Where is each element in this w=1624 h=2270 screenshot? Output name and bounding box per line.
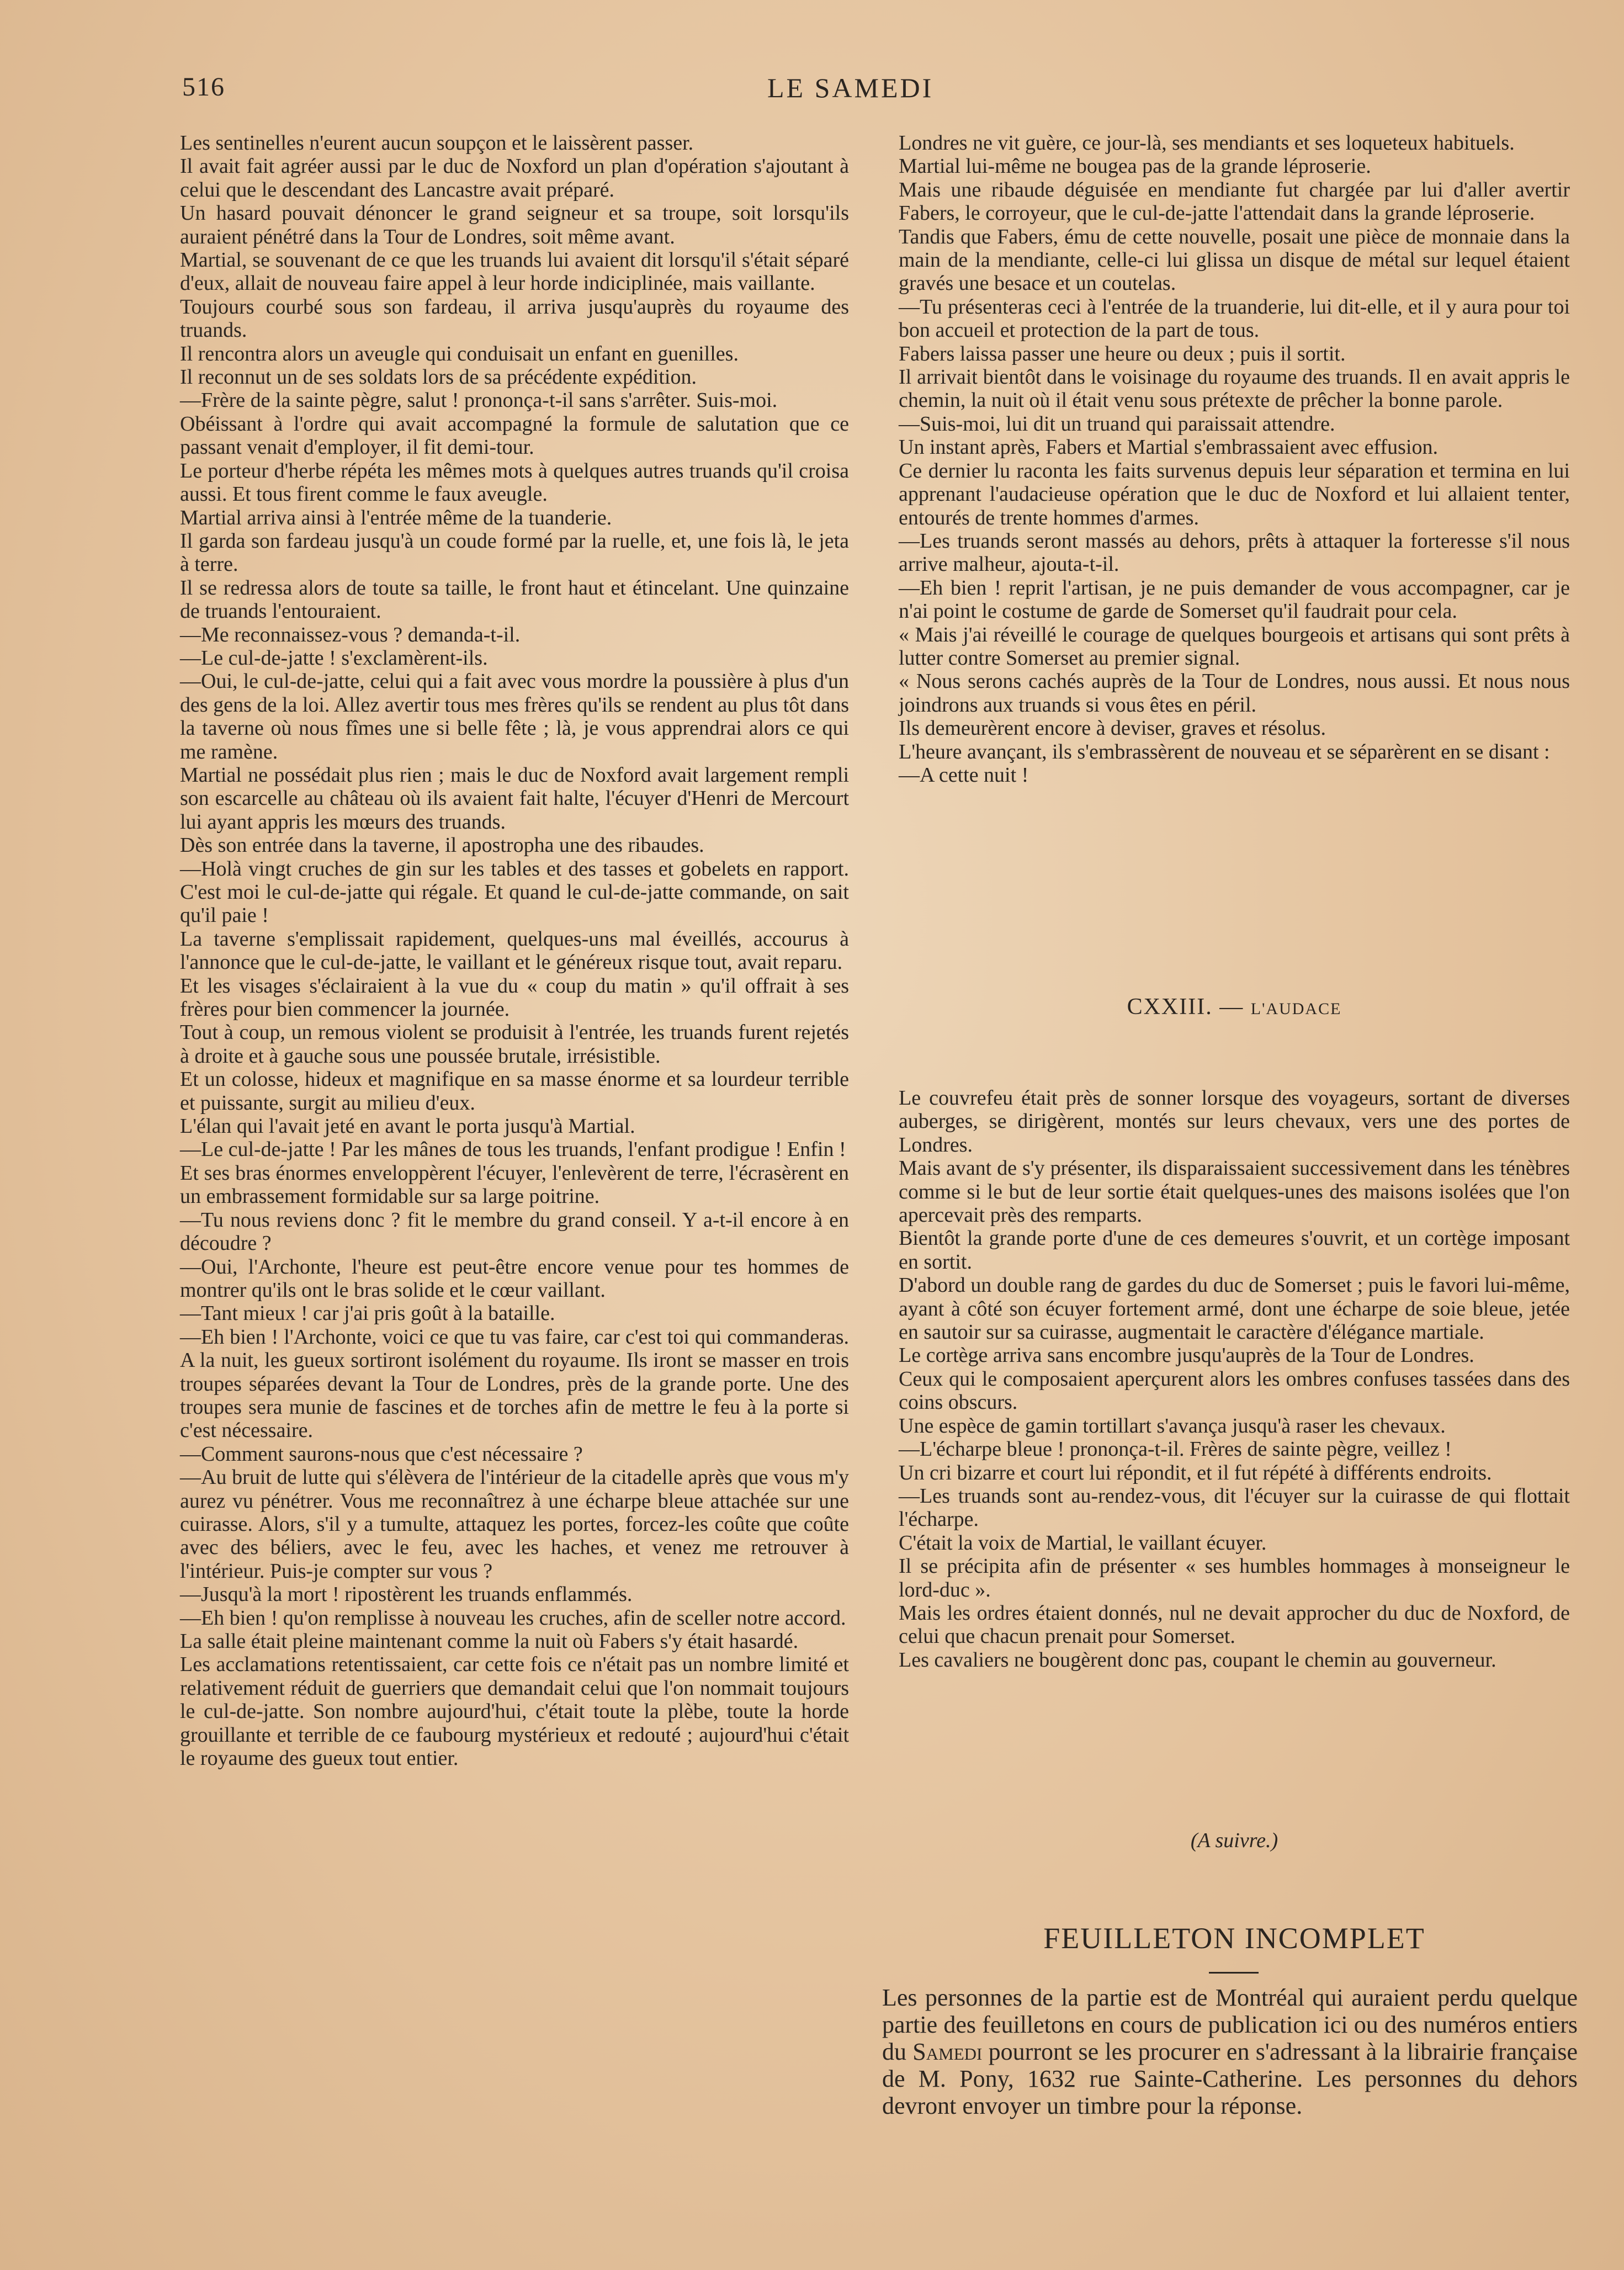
paragraph: L'élan qui l'avait jeté en avant le porta jusqu'à Martial.: [180, 1115, 635, 1138]
paragraph: —Holà vingt cruches de gin sur les tables et des tasses et gobelets en rapport. C'est moi le cul-de-jatte qui régale. Et quand le cul-de-jatte commande, on sait qu'il paie !: [180, 857, 849, 927]
notice-body: [882, 1984, 1578, 2119]
page-number: 516: [182, 72, 225, 102]
paragraph: —Oui, l'Archonte, l'heure est peut-être encore venue pour tes hommes de montrer qu'ils ont le bras solide et le cœur vaillant.: [180, 1255, 849, 1302]
paragraph: —A cette nuit !: [899, 763, 1029, 787]
paragraph: Un instant après, Fabers et Martial s'embrassaient avec effusion.: [899, 436, 1438, 459]
paragraph: Londres ne vit guère, ce jour-là, ses mendiants et ses loqueteux habituels.: [899, 131, 1515, 155]
paragraph: Obéissant à l'ordre qui avait accompagné la formule de salutation que ce passant venait d'employer, il fit demi-tour.: [180, 412, 849, 459]
paragraph: —Oui, le cul-de-jatte, celui qui a fait avec vous mordre la poussière à plus d'un des gens de la loi. Allez avertir tous mes frères qu'ils se rendent au plus tôt dans la taverne où nous fîmes une si belle fête ; là, je vous apprendrai alors ce qui me ramène.: [180, 670, 849, 763]
paragraph: Mais les ordres étaient donnés, nul ne devait approcher du duc de Noxford, de celui que chacun prenait pour Somerset.: [899, 1601, 1570, 1648]
paragraph: Martial, se souvenant de ce que les truands lui avaient dit lorsqu'il s'était séparé d'eux, allait de nouveau faire appel à leur horde indiciplinée, mais vaillante.: [180, 248, 849, 295]
running-title: LE SAMEDI: [767, 72, 934, 103]
paragraph: Il rencontra alors un aveugle qui conduisait un enfant en guenilles.: [180, 342, 739, 365]
paragraph: Mais une ribaude déguisée en mendiante fut chargée par lui d'aller avertir Fabers, le corroyeur, que le cul-de-jatte l'attendait dans la grande léproserie.: [899, 178, 1570, 225]
paragraph: —Le cul-de-jatte ! Par les mânes de tous les truands, l'enfant prodigue ! Enfin !: [180, 1138, 846, 1161]
paragraph: Un hasard pouvait dénoncer le grand seigneur et sa troupe, soit lorsqu'ils auraient pénétré dans la Tour de Londres, soit même avant.: [180, 201, 849, 248]
paragraph: —Tant mieux ! car j'ai pris goût à la bataille.: [180, 1302, 555, 1325]
paragraph: Il reconnut un de ses soldats lors de sa précédente expédition.: [180, 365, 697, 389]
paragraph: Martial lui-même ne bougea pas de la grande léproserie.: [899, 155, 1371, 178]
paragraph: Tout à coup, un remous violent se produisit à l'entrée, les truands furent rejetés à droite et à gauche sous une poussée brutale, irrésistible.: [180, 1021, 849, 1068]
paragraph: D'abord un double rang de gardes du duc de Somerset ; puis le favori lui-même, ayant à côté son écuyer fortement armé, dont une écharpe de soie bleue, jetée en sautoir sur sa cuirasse, augmentait le caractère d'élégance martiale.: [899, 1274, 1570, 1344]
paragraph: Ils demeurèrent encore à deviser, graves et résolus.: [899, 717, 1326, 740]
paragraph: —Jusqu'à la mort ! ripostèrent les truands enflammés.: [180, 1583, 633, 1606]
paragraph: C'était la voix de Martial, le vaillant écuyer.: [899, 1531, 1267, 1555]
right-text-column-bottom: [899, 1086, 1570, 1672]
paragraph: Les acclamations retentissaient, car cette fois ce n'était pas un nombre limité et relativement réduit de guerriers que demandait celui que l'on nommait toujours le cul-de-jatte. Son nombre aujourd'hui, c'était toute la plèbe, toute la horde grouillante et terrible de ce faubourg mystérieux et redouté ; aujourd'hui c'était le royaume des gueux tout entier.: [180, 1653, 849, 1770]
paragraph: Ce dernier lu raconta les faits survenus depuis leur séparation et termina en lui apprenant l'audacieuse opération que le duc de Noxford et lui allaient tenter, entourés de trente hommes d'armes.: [899, 459, 1570, 529]
paragraph: Tandis que Fabers, ému de cette nouvelle, posait une pièce de monnaie dans la main de la mendiante, celle-ci lui glissa un disque de métal sur lequel étaient gravés une besace et un coutelas.: [899, 225, 1570, 295]
paragraph: « Nous serons cachés auprès de la Tour de Londres, nous aussi. Et nous nous joindrons aux truands si vous êtes en péril.: [899, 670, 1570, 717]
paragraph: —Au bruit de lutte qui s'élèvera de l'intérieur de la citadelle après que vous m'y aurez vu pénétrer. Vous me reconnaîtrez à une écharpe bleue attachée sur une cuirasse. Alors, s'il y a tumulte, attaquez les portes, forcez-les coûte que coûte avec des béliers, avec le feu, avec les haches, et venez me retrouver à l'intérieur. Puis-je compter sur vous ?: [180, 1466, 849, 1583]
paragraph: —Le cul-de-jatte ! s'exclamèrent-ils.: [180, 646, 488, 670]
paragraph: Et ses bras énormes enveloppèrent l'écuyer, l'enlevèrent de terre, l'écrasèrent en un embrassement formidable sur sa large poitrine.: [180, 1161, 849, 1208]
left-text-column: [180, 131, 849, 1770]
notice-text-start: Les personnes de la partie est de Montréal qui auraient perdu quelque partie des feuilletons en cours de publication ici ou des numéros entiers du: [882, 1984, 1578, 2065]
paragraph: Mais avant de s'y présenter, ils disparaissaient successivement dans les ténèbres comme si le but de leur sortie était quelques-unes des maisons isolées que l'on apercevait près des remparts.: [899, 1157, 1570, 1227]
paragraph: Martial arriva ainsi à l'entrée même de la tuanderie.: [180, 506, 612, 529]
paragraph: Il arrivait bientôt dans le voisinage du royaume des truands. Il en avait appris le chemin, la nuit où il était venu sous prétexte de prêcher la bonne parole.: [899, 365, 1570, 412]
notice-title: FEUILLETON INCOMPLET: [1043, 1922, 1425, 1955]
paragraph: Toujours courbé sous son fardeau, il arriva jusqu'auprès du royaume des truands.: [180, 295, 849, 342]
paragraph: Et les visages s'éclairaient à la vue du « coup du matin » qu'il offrait à ses frères pour bien commencer la journée.: [180, 974, 849, 1021]
paragraph: —Eh bien ! reprit l'artisan, je ne puis demander de vous accompagner, car je n'ai point le costume de garde de Somerset qu'il faudrait pour cela.: [899, 576, 1570, 623]
paragraph: —Comment saurons-nous que c'est nécessaire ?: [180, 1442, 583, 1466]
journal-name: Samedi: [912, 2038, 983, 2065]
paragraph: Le couvrefeu était près de sonner lorsque des voyageurs, sortant de diverses auberges, se dirigèrent, montés sur leurs chevaux, vers une des portes de Londres.: [899, 1086, 1570, 1157]
paragraph: —Me reconnaissez-vous ? demanda-t-il.: [180, 623, 521, 646]
paragraph: « Mais j'ai réveillé le courage de quelques bourgeois et artisans qui sont prêts à lutter contre Somerset au premier signal.: [899, 623, 1570, 670]
paragraph: Il se précipita afin de présenter « ses humbles hommages à monseigneur le lord-duc ».: [899, 1555, 1570, 1601]
paragraph: Il garda son fardeau jusqu'à un coude formé par la ruelle, et, une fois là, le jeta à terre.: [180, 529, 849, 576]
right-text-column-top: [899, 131, 1570, 787]
paragraph: Bientôt la grande porte d'une de ces demeures s'ouvrit, et un cortège imposant en sortit.: [899, 1227, 1570, 1274]
paragraph: —L'écharpe bleue ! prononça-t-il. Frères de sainte pègre, veillez !: [899, 1438, 1452, 1461]
paragraph: Fabers laissa passer une heure ou deux ; puis il sortit.: [899, 342, 1346, 365]
paragraph: Ceux qui le composaient aperçurent alors les ombres confuses tassées dans des coins obscurs.: [899, 1367, 1570, 1414]
paragraph: Une espèce de gamin tortillart s'avança jusqu'à raser les chevaux.: [899, 1414, 1446, 1438]
paragraph: Martial ne possédait plus rien ; mais le duc de Noxford avait largement rempli son escarcelle au château où ils avaient fait halte, l'écuyer d'Henri de Mercourt lui ayant appris les mœurs des truands.: [180, 763, 849, 834]
to-be-continued: (A suivre.): [1190, 1829, 1278, 1852]
paragraph: La salle était pleine maintenant comme la nuit où Fabers s'y était hasardé.: [180, 1630, 799, 1653]
paragraph: Il avait fait agréer aussi par le duc de Noxford un plan d'opération s'ajoutant à celui que le descendant des Lancastre avait préparé.: [180, 155, 849, 201]
paragraph: —Les truands sont au-rendez-vous, dit l'écuyer sur la cuirasse de qui flottait l'écharpe.: [899, 1484, 1570, 1531]
paragraph: Le cortège arriva sans encombre jusqu'auprès de la Tour de Londres.: [899, 1344, 1474, 1367]
paragraph: L'heure avançant, ils s'embrassèrent de nouveau et se séparèrent en se disant :: [899, 740, 1550, 763]
paragraph: —Tu présenteras ceci à l'entrée de la truanderie, lui dit-elle, et il y aura pour toi bon accueil et protection de la part de tous.: [899, 295, 1570, 342]
paragraph: La taverne s'emplissait rapidement, quelques-uns mal éveillés, accourus à l'annonce que le cul-de-jatte, le vaillant et le généreux risque tout, avait reparu.: [180, 927, 849, 974]
paragraph: —Les truands seront massés au dehors, prêts à attaquer la forteresse s'il nous arrive malheur, ajouta-t-il.: [899, 529, 1570, 576]
paragraph: Les sentinelles n'eurent aucun soupçon et le laissèrent passer.: [180, 131, 694, 155]
paragraph: Le porteur d'herbe répéta les mêmes mots à quelques autres truands qu'il croisa aussi. Et tous firent comme le faux aveugle.: [180, 459, 849, 506]
paragraph: Les cavaliers ne bougèrent donc pas, coupant le chemin au gouverneur.: [899, 1648, 1496, 1672]
paragraph: Dès son entrée dans la taverne, il apostropha une des ribaudes.: [180, 834, 704, 857]
paragraph: —Eh bien ! l'Archonte, voici ce que tu vas faire, car c'est toi qui commanderas. A la nuit, les gueux sortiront isolément du royaume. Ils iront se masser en trois troupes séparées devant la Tour de Londres, près de la grande porte. Une des troupes sera munie de fascines et de torches afin de mettre le feu à la porte si c'est nécessaire.: [180, 1325, 849, 1442]
paragraph: —Suis-moi, lui dit un truand qui paraissait attendre.: [899, 412, 1335, 436]
chapter-number: CXXIII. —: [1127, 994, 1244, 1020]
chapter-heading: [899, 994, 1570, 1020]
paragraph: —Frère de la sainte pègre, salut ! prononça-t-il sans s'arrêter. Suis-moi.: [180, 389, 778, 412]
paragraph: Un cri bizarre et court lui répondit, et il fut répété à différents endroits.: [899, 1461, 1492, 1484]
notice-divider: [1209, 1972, 1259, 1974]
paragraph: Il se redressa alors de toute sa taille, le front haut et étincelant. Une quinzaine de truands l'entouraient.: [180, 576, 849, 623]
paragraph: —Eh bien ! qu'on remplisse à nouveau les cruches, afin de sceller notre accord.: [180, 1606, 846, 1630]
paragraph: —Tu nous reviens donc ? fit le membre du grand conseil. Y a-t-il encore à en découdre ?: [180, 1208, 849, 1255]
notice-text-end: pourront se les procurer en s'adressant à la librairie française de M. Pony, 1632 rue Sainte-Catherine. Les personnes du dehors devront envoyer un timbre pour la réponse.: [882, 2038, 1578, 2119]
paragraph: Et un colosse, hideux et magnifique en sa masse énorme et sa lourdeur terrible et puissante, surgit au milieu d'eux.: [180, 1068, 849, 1115]
chapter-title: L'AUDACE: [1250, 1000, 1342, 1018]
